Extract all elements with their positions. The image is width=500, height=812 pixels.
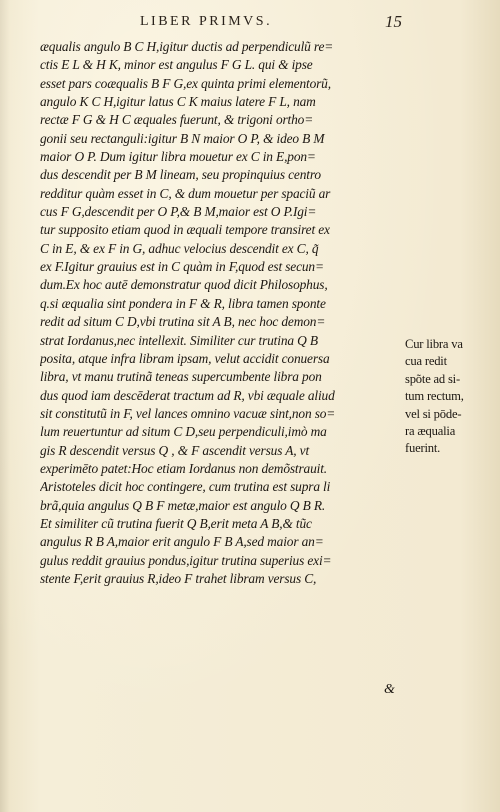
text-line: dus quod iam descēderat tractum ad R, vbi æquale aliud <box>40 387 335 403</box>
text-line: gulus reddit grauius pondus,igitur trutina superius exi= <box>40 552 332 568</box>
text-line: dus descendit per B M lineam, seu propinquius centro <box>40 167 321 183</box>
text-line: redditur quàm esset in C, & dum mouetur per spaciũ ar <box>40 185 331 201</box>
margin-note-line: cua redit <box>405 354 447 369</box>
running-title: LIBER PRIMVS. <box>140 14 273 29</box>
text-line: gonii seu rectanguli:igitur B N maior O P, & ideo B M <box>40 130 325 146</box>
text-line: redit ad situm C D,vbi trutina sit A B, nec hoc demon= <box>40 314 326 330</box>
text-line: q.si æqualia sint pondera in F & R, libra tamen sponte <box>40 295 326 311</box>
text-line: brã,quia angulus Q B F metæ,maior est angulo Q B R. <box>40 497 326 513</box>
margin-note-line: Cur libra va <box>405 337 463 351</box>
margin-note-line: fuerint. <box>405 441 441 456</box>
text-line: lum reuertuntur ad situm C D,seu perpendiculi,imò ma <box>40 424 327 440</box>
text-line: stente F,erit grauius R,ideo F trahet libram versus C, <box>40 570 317 586</box>
margin-note-line: tum rectum, <box>405 389 464 404</box>
text-line: ctis E L & H K, minor est angulus F G L. qui & ipse <box>40 57 313 73</box>
text-line: gis R descendit versus Q , & F ascendit versus A, vt <box>40 442 310 458</box>
page-header <box>0 12 500 34</box>
text-line: experimēto patet:Hoc etiam Iordanus non demõstrauit. <box>40 460 327 476</box>
text-line: strat Iordanus,nec intellexit. Similiter cur trutina Q B <box>40 332 318 348</box>
text-line: C in E, & ex F in G, adhuc velocius descendit ex C, q̃ <box>40 240 319 256</box>
text-line: Aristoteles dicit hoc contingere, cum trutina est supra li <box>40 479 331 495</box>
margin-note-line: vel si pōde- <box>405 406 462 421</box>
text-line: ex F.Igitur grauius est in C quàm in F,quod est secun= <box>40 259 324 275</box>
text-line: posita, atque infra libram ipsam, velut accidit conuersa <box>40 350 330 366</box>
text-line: rectæ F G & H C æquales fuerunt, & trigoni ortho= <box>40 112 314 128</box>
text-line: esset pars coæqualis B F G,ex quinta primi elementorũ, <box>40 75 331 91</box>
text-line: Et similiter cũ trutina fuerit Q B,erit meta A B,& tũc <box>40 515 312 531</box>
text-line: libra, vt manu trutinã teneas supercumbente libra pon <box>40 369 322 385</box>
text-line: tur supposito etiam quod in æquali tempore transiret ex <box>40 222 330 238</box>
text-line: angulo K C H,igitur latus C K maius latere F L, nam <box>40 94 316 110</box>
margin-note-line: spõte ad si- <box>405 371 460 386</box>
text-line: dum.Ex hoc autē demonstratur quod dicit Philosophus, <box>40 277 328 293</box>
text-line: maior O P. Dum igitur libra mouetur ex C in E,pon= <box>40 149 316 165</box>
text-line: sit constitutũ in F, vel lances omnino vacuæ sint,non so= <box>40 405 336 421</box>
margin-note <box>405 336 497 458</box>
margin-note-line: ra æqualia <box>405 423 456 438</box>
text-line: angulus R B A,maior erit angulo F B A,sed maior an= <box>40 534 324 550</box>
text-line: cus F G,descendit per O P,& B M,maior est O P.Igi= <box>40 204 317 220</box>
catchword: & <box>384 682 395 697</box>
main-text-block <box>40 38 402 588</box>
text-line: æqualis angulo B C H,igitur ductis ad perpendiculũ re= <box>40 39 334 54</box>
page-number: 15 <box>385 12 402 31</box>
